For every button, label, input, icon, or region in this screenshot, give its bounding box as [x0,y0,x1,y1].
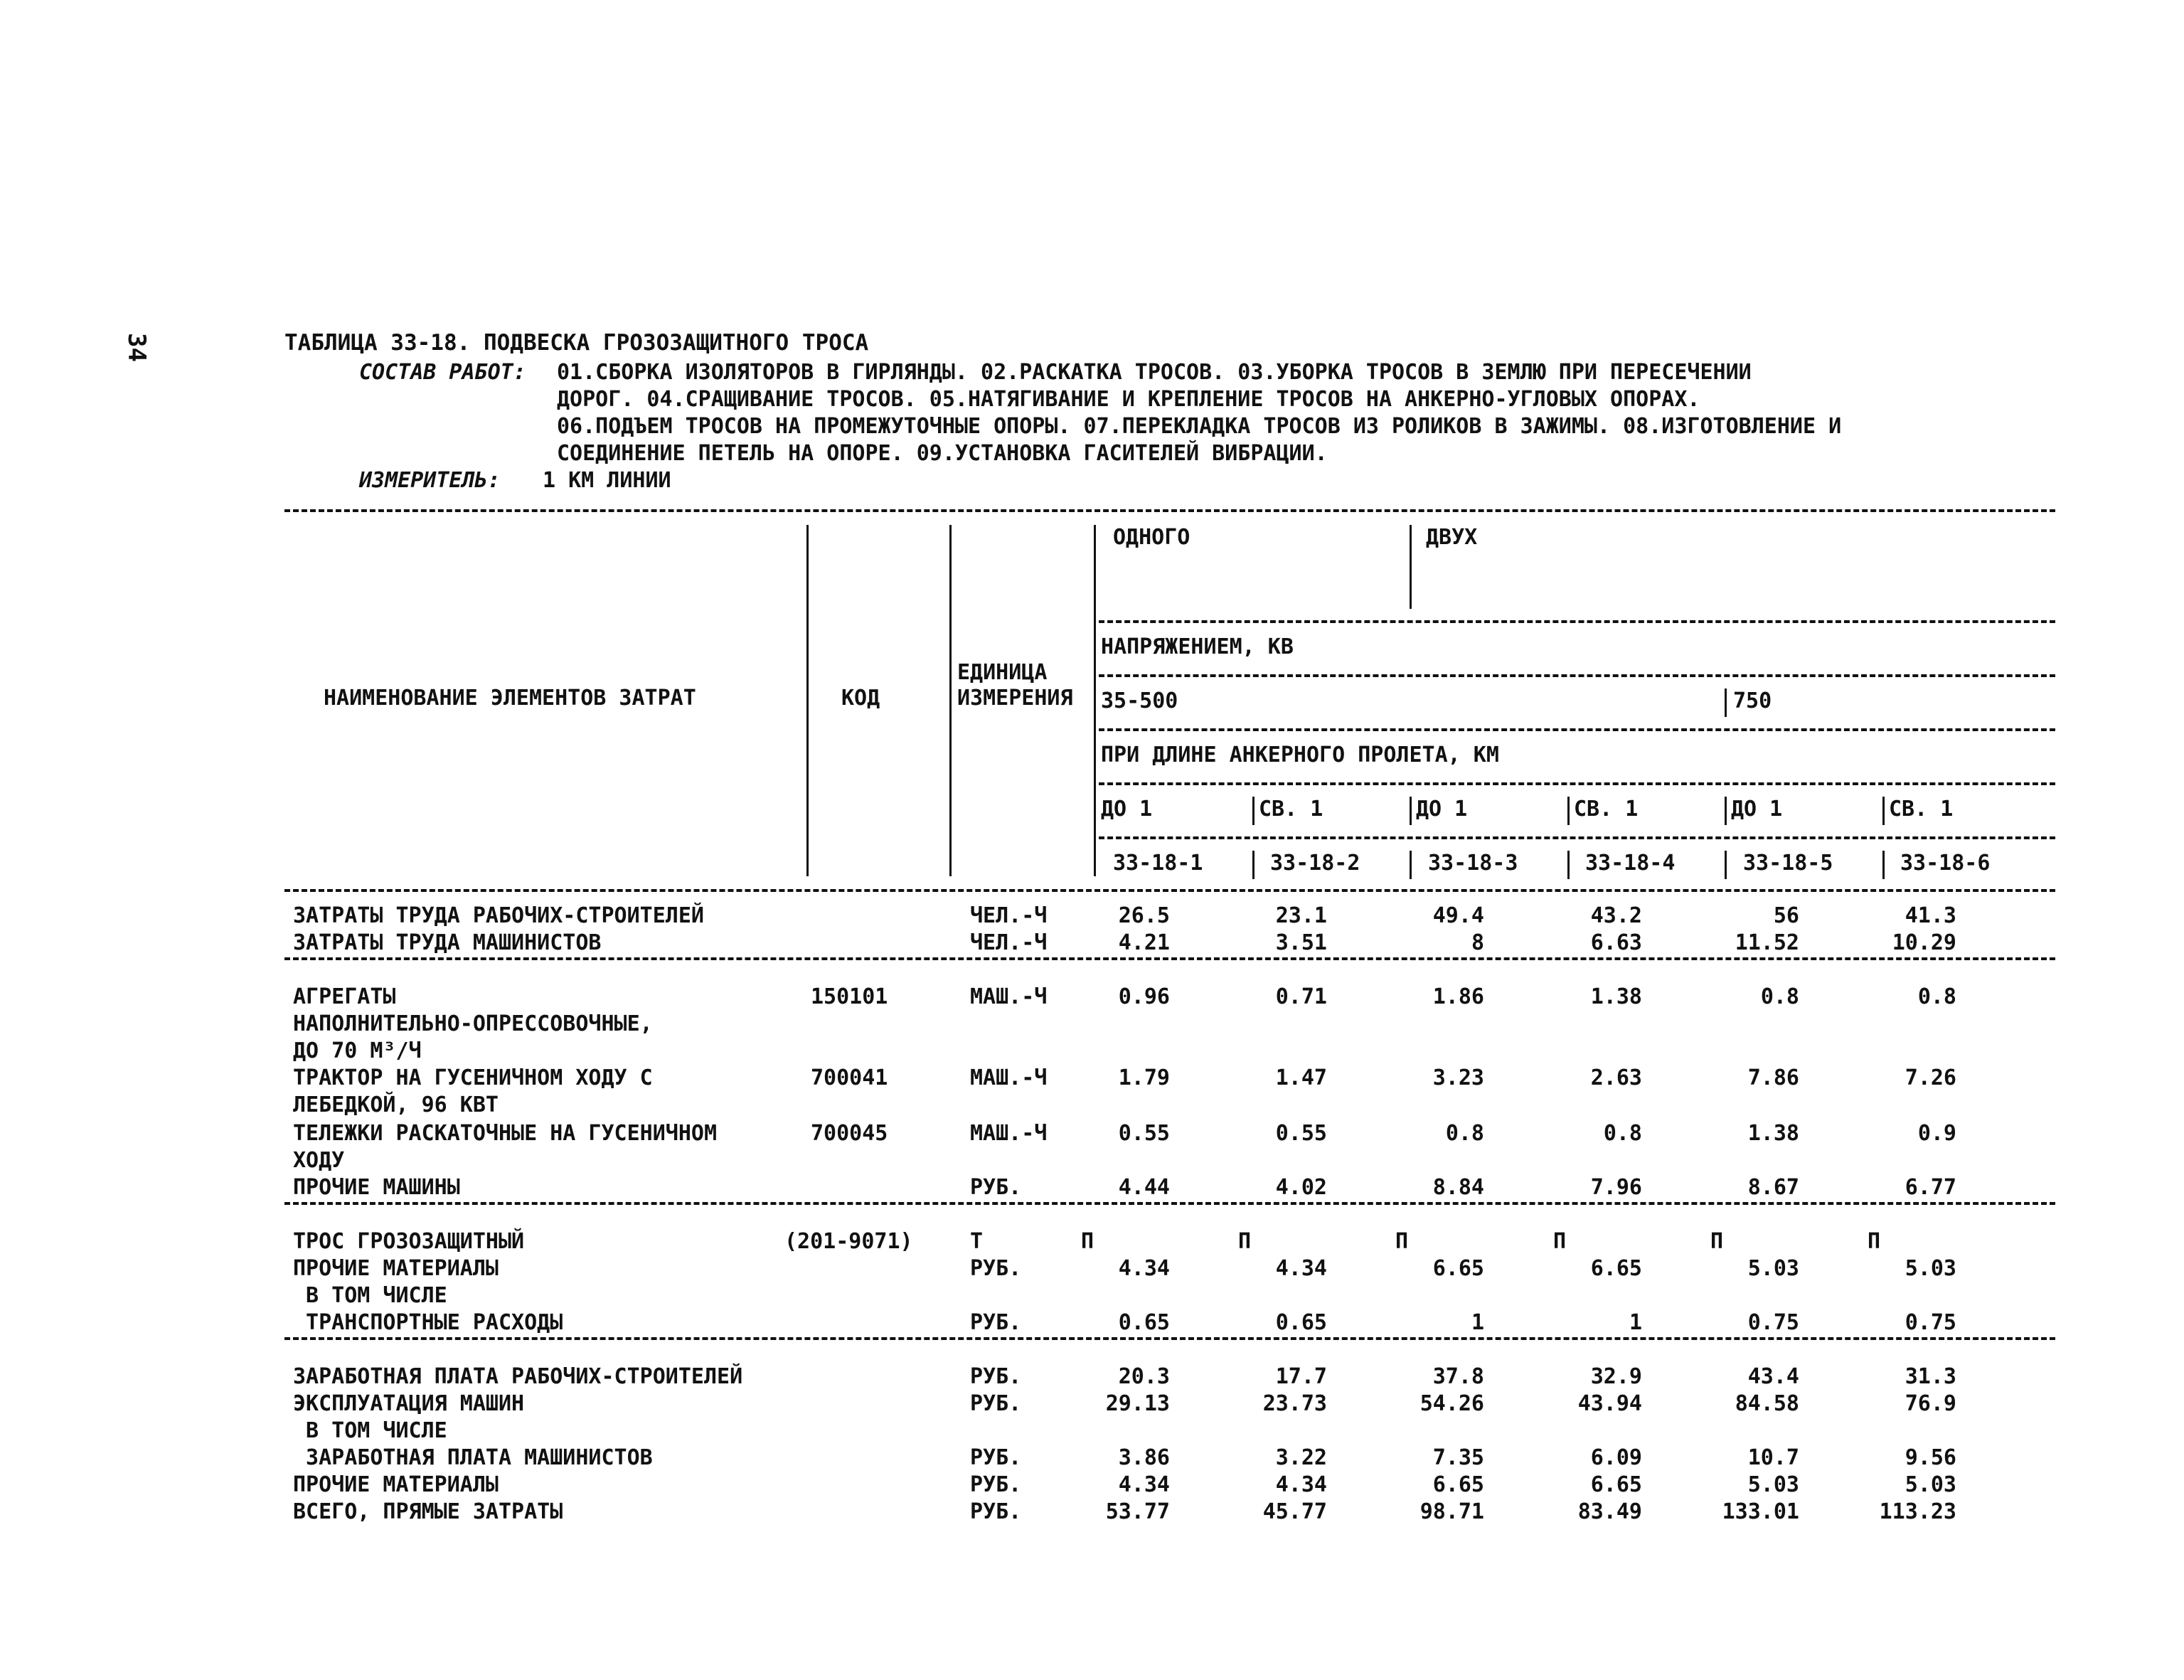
row-name: ЗАРАБОТНАЯ ПЛАТА РАБОЧИХ-СТРОИТЕЛЕЙ [293,1364,743,1389]
row-unit: ЧЕЛ.-Ч [970,903,1048,928]
row-value: 6.09 [1590,1445,1642,1470]
row-value: 43.2 [1590,903,1642,928]
row-value: 7.96 [1590,1175,1642,1200]
separator [1099,836,2055,839]
row-value: 4.02 [1275,1175,1327,1200]
separator [1099,620,2055,623]
row-value: 3.22 [1275,1445,1327,1470]
row-value: 8.84 [1432,1175,1484,1200]
table-title: ТАБЛИЦА 33-18. ПОДВЕСКА ГРОЗОЗАЩИТНОГО ТРОСА [284,330,869,356]
row-value: 41.3 [1905,903,1956,928]
row-value: П [1238,1229,1252,1254]
header-sub-3: ДО 1 [1416,797,1468,822]
row-name: ЗАТРАТЫ ТРУДА МАШИНИСТОВ [293,930,602,955]
row-value: 8.67 [1747,1175,1799,1200]
separator [284,957,2055,960]
page-number: 34 [122,333,151,362]
header-unit-line-1: ЕДИНИЦА [957,660,1048,685]
row-name: ЛЕБЕДКОЙ, 96 КВТ [293,1092,499,1117]
row-value: 84.58 [1735,1391,1799,1416]
row-value: 17.7 [1275,1364,1327,1389]
row-value: 0.8 [1445,1121,1484,1146]
row-value: 6.65 [1432,1256,1484,1281]
header-span: ПРИ ДЛИНЕ АНКЕРНОГО ПРОЛЕТА, КМ [1101,743,1499,767]
row-value: 0.75 [1747,1310,1799,1335]
column-divider [1725,797,1727,825]
row-value: 0.55 [1275,1121,1327,1146]
composition-line-4: СОЕДИНЕНИЕ ПЕТЕЛЬ НА ОПОРЕ. 09.УСТАНОВКА ГАСИТЕЛЕЙ ВИБРАЦИИ. [557,441,1328,466]
column-divider [1882,851,1885,879]
row-value: 54.26 [1419,1391,1484,1416]
header-voltage-35-500: 35-500 [1101,689,1178,713]
header-sub-5: ДО 1 [1731,797,1783,822]
row-code: 150101 [811,984,888,1009]
row-value: 4.44 [1118,1175,1170,1200]
column-divider [1882,797,1885,825]
header-unit-line-2: ИЗМЕРЕНИЯ [957,686,1073,711]
row-value: 4.21 [1118,930,1170,955]
row-code: 700041 [811,1065,888,1090]
header-one: ОДНОГО [1113,525,1190,550]
row-name: ДО 70 М³/Ч [293,1038,422,1063]
column-divider [1725,851,1727,879]
column-divider [1567,797,1570,825]
row-value: 43.4 [1747,1364,1799,1389]
composition-label: СОСТАВ РАБОТ: [359,360,526,385]
row-value: 1 [1629,1310,1642,1335]
column-divider [1410,851,1412,879]
row-value: 9.56 [1905,1445,1956,1470]
row-value: 0.65 [1275,1310,1327,1335]
row-value: 0.8 [1603,1121,1642,1146]
row-value: 1.86 [1432,984,1484,1009]
row-name: ТЕЛЕЖКИ РАСКАТОЧНЫЕ НА ГУСЕНИЧНОМ [293,1121,718,1146]
row-unit: МАШ.-Ч [970,984,1048,1009]
row-value: 1.38 [1747,1121,1799,1146]
row-value: П [1553,1229,1567,1254]
row-value: 5.03 [1905,1472,1956,1497]
header-code-5: 33-18-5 [1743,851,1833,876]
row-name: ЗАРАБОТНАЯ ПЛАТА МАШИНИСТОВ [293,1445,653,1470]
row-value: 0.8 [1760,984,1799,1009]
row-name: ЗАТРАТЫ ТРУДА РАБОЧИХ-СТРОИТЕЛЕЙ [293,903,704,928]
column-divider [1410,525,1412,609]
row-value: 4.34 [1118,1256,1170,1281]
separator [284,889,2055,892]
composition-line-1: 01.СБОРКА ИЗОЛЯТОРОВ В ГИРЛЯНДЫ. 02.РАСКАТКА ТРОСОВ. 03.УБОРКА ТРОСОВ В ЗЕМЛЮ ПРИ ПЕРЕСЕЧЕНИИ [557,360,1752,385]
row-value: 0.8 [1917,984,1956,1009]
composition-line-3: 06.ПОДЪЕМ ТРОСОВ НА ПРОМЕЖУТОЧНЫЕ ОПОРЫ. 07.ПЕРЕКЛАДКА ТРОСОВ ИЗ РОЛИКОВ В ЗАЖИМЫ. 08.ИЗГОТОВЛЕНИЕ И [557,414,1842,439]
row-value: 29.13 [1105,1391,1170,1416]
row-value: 11.52 [1735,930,1799,955]
row-value: 37.8 [1432,1364,1484,1389]
header-code-6: 33-18-6 [1900,851,1991,876]
column-divider [1567,851,1570,879]
row-value: 0.71 [1275,984,1327,1009]
header-two: ДВУХ [1426,525,1478,550]
row-name: ПРОЧИЕ МАШИНЫ [293,1175,460,1200]
row-value: 7.86 [1747,1065,1799,1090]
row-value: 0.75 [1905,1310,1956,1335]
row-value: 4.34 [1275,1256,1327,1281]
row-name: НАПОЛНИТЕЛЬНО-ОПРЕССОВОЧНЫЕ, [293,1011,653,1036]
row-value: 98.71 [1419,1499,1484,1524]
row-value: 6.65 [1590,1472,1642,1497]
row-value: П [1395,1229,1409,1254]
row-name: ТРАНСПОРТНЫЕ РАСХОДЫ [293,1310,563,1335]
measure-value: 1 КМ ЛИНИИ [543,468,671,493]
row-value: 1.38 [1590,984,1642,1009]
row-name: АГРЕГАТЫ [293,984,396,1009]
header-code-3: 33-18-3 [1428,851,1518,876]
row-value: 76.9 [1905,1391,1956,1416]
separator [1099,674,2055,677]
row-value: П [1081,1229,1094,1254]
row-value: 0.55 [1118,1121,1170,1146]
separator [1099,728,2055,731]
row-value: 1 [1471,1310,1484,1335]
measure-label: ИЗМЕРИТЕЛЬ: [359,468,501,493]
row-value: 10.7 [1747,1445,1799,1470]
row-value: 3.23 [1432,1065,1484,1090]
row-unit: РУБ. [970,1391,1022,1416]
header-voltage: НАПРЯЖЕНИЕМ, КВ [1101,634,1294,659]
row-value: 43.94 [1577,1391,1642,1416]
row-name: ПРОЧИЕ МАТЕРИАЛЫ [293,1256,499,1281]
row-name: ХОДУ [293,1148,345,1173]
row-name: ТРОС ГРОЗОЗАЩИТНЫЙ [293,1229,525,1254]
row-value: 3.86 [1118,1445,1170,1470]
row-value: 23.1 [1275,903,1327,928]
row-code: 700045 [811,1121,888,1146]
row-value: 53.77 [1105,1499,1170,1524]
separator [284,509,2055,512]
row-unit: РУБ. [970,1445,1022,1470]
header-voltage-750: 750 [1733,689,1772,713]
row-value: 32.9 [1590,1364,1642,1389]
row-value: 10.29 [1892,930,1956,955]
row-value: 133.01 [1722,1499,1799,1524]
header-code-4: 33-18-4 [1585,851,1676,876]
row-name: ЭКСПЛУАТАЦИЯ МАШИН [293,1391,525,1416]
row-unit: РУБ. [970,1472,1022,1497]
row-value: 3.51 [1275,930,1327,955]
row-value: П [1710,1229,1724,1254]
row-code: (201-9071) [784,1229,913,1254]
row-value: 6.65 [1590,1256,1642,1281]
row-value: 5.03 [1905,1256,1956,1281]
row-value: 2.63 [1590,1065,1642,1090]
row-unit: ЧЕЛ.-Ч [970,930,1048,955]
row-value: 1.47 [1275,1065,1327,1090]
row-value: П [1868,1229,1881,1254]
header-sub-4: СВ. 1 [1574,797,1639,822]
row-value: 26.5 [1118,903,1170,928]
column-divider [949,525,952,876]
row-value: 20.3 [1118,1364,1170,1389]
row-unit: Т [970,1229,984,1254]
column-divider [1725,689,1727,717]
row-value: 5.03 [1747,1256,1799,1281]
row-name: ВСЕГО, ПРЯМЫЕ ЗАТРАТЫ [293,1499,563,1524]
row-unit: РУБ. [970,1256,1022,1281]
row-value: 49.4 [1432,903,1484,928]
row-unit: РУБ. [970,1175,1022,1200]
row-value: 6.63 [1590,930,1642,955]
row-value: 56 [1773,903,1799,928]
header-sub-1: ДО 1 [1101,797,1153,822]
row-name: ПРОЧИЕ МАТЕРИАЛЫ [293,1472,499,1497]
header-name-column: НАИМЕНОВАНИЕ ЭЛЕМЕНТОВ ЗАТРАТ [324,686,696,711]
header-code-column: КОД [841,686,880,711]
header-code-1: 33-18-1 [1113,851,1203,876]
column-divider [806,525,809,876]
row-value: 23.73 [1262,1391,1327,1416]
separator [284,1337,2055,1340]
row-value: 0.9 [1917,1121,1956,1146]
row-unit: РУБ. [970,1364,1022,1389]
row-unit: РУБ. [970,1310,1022,1335]
row-value: 6.77 [1905,1175,1956,1200]
row-value: 5.03 [1747,1472,1799,1497]
row-value: 45.77 [1262,1499,1327,1524]
row-name: В ТОМ ЧИСЛЕ [293,1283,447,1308]
row-value: 8 [1471,930,1484,955]
row-value: 113.23 [1879,1499,1956,1524]
header-code-2: 33-18-2 [1270,851,1360,876]
row-unit: РУБ. [970,1499,1022,1524]
column-divider [1252,797,1255,825]
row-value: 4.34 [1275,1472,1327,1497]
header-sub-6: СВ. 1 [1889,797,1954,822]
column-divider [1410,797,1412,825]
column-divider [1094,525,1096,876]
composition-line-2: ДОРОГ. 04.СРАЩИВАНИЕ ТРОСОВ. 05.НАТЯГИВАНИЕ И КРЕПЛЕНИЕ ТРОСОВ НА АНКЕРНО-УГЛОВЫХ ОПОРАХ. [557,387,1700,412]
row-value: 4.34 [1118,1472,1170,1497]
row-unit: МАШ.-Ч [970,1065,1048,1090]
row-unit: МАШ.-Ч [970,1121,1048,1146]
row-name: В ТОМ ЧИСЛЕ [293,1418,447,1443]
row-value: 31.3 [1905,1364,1956,1389]
row-value: 0.96 [1118,984,1170,1009]
row-value: 7.35 [1432,1445,1484,1470]
row-value: 0.65 [1118,1310,1170,1335]
row-name: ТРАКТОР НА ГУСЕНИЧНОМ ХОДУ С [293,1065,653,1090]
row-value: 6.65 [1432,1472,1484,1497]
row-value: 1.79 [1118,1065,1170,1090]
column-divider [1252,851,1255,879]
separator [1099,782,2055,785]
row-value: 83.49 [1577,1499,1642,1524]
header-sub-2: СВ. 1 [1259,797,1323,822]
row-value: 7.26 [1905,1065,1956,1090]
separator [284,1202,2055,1205]
